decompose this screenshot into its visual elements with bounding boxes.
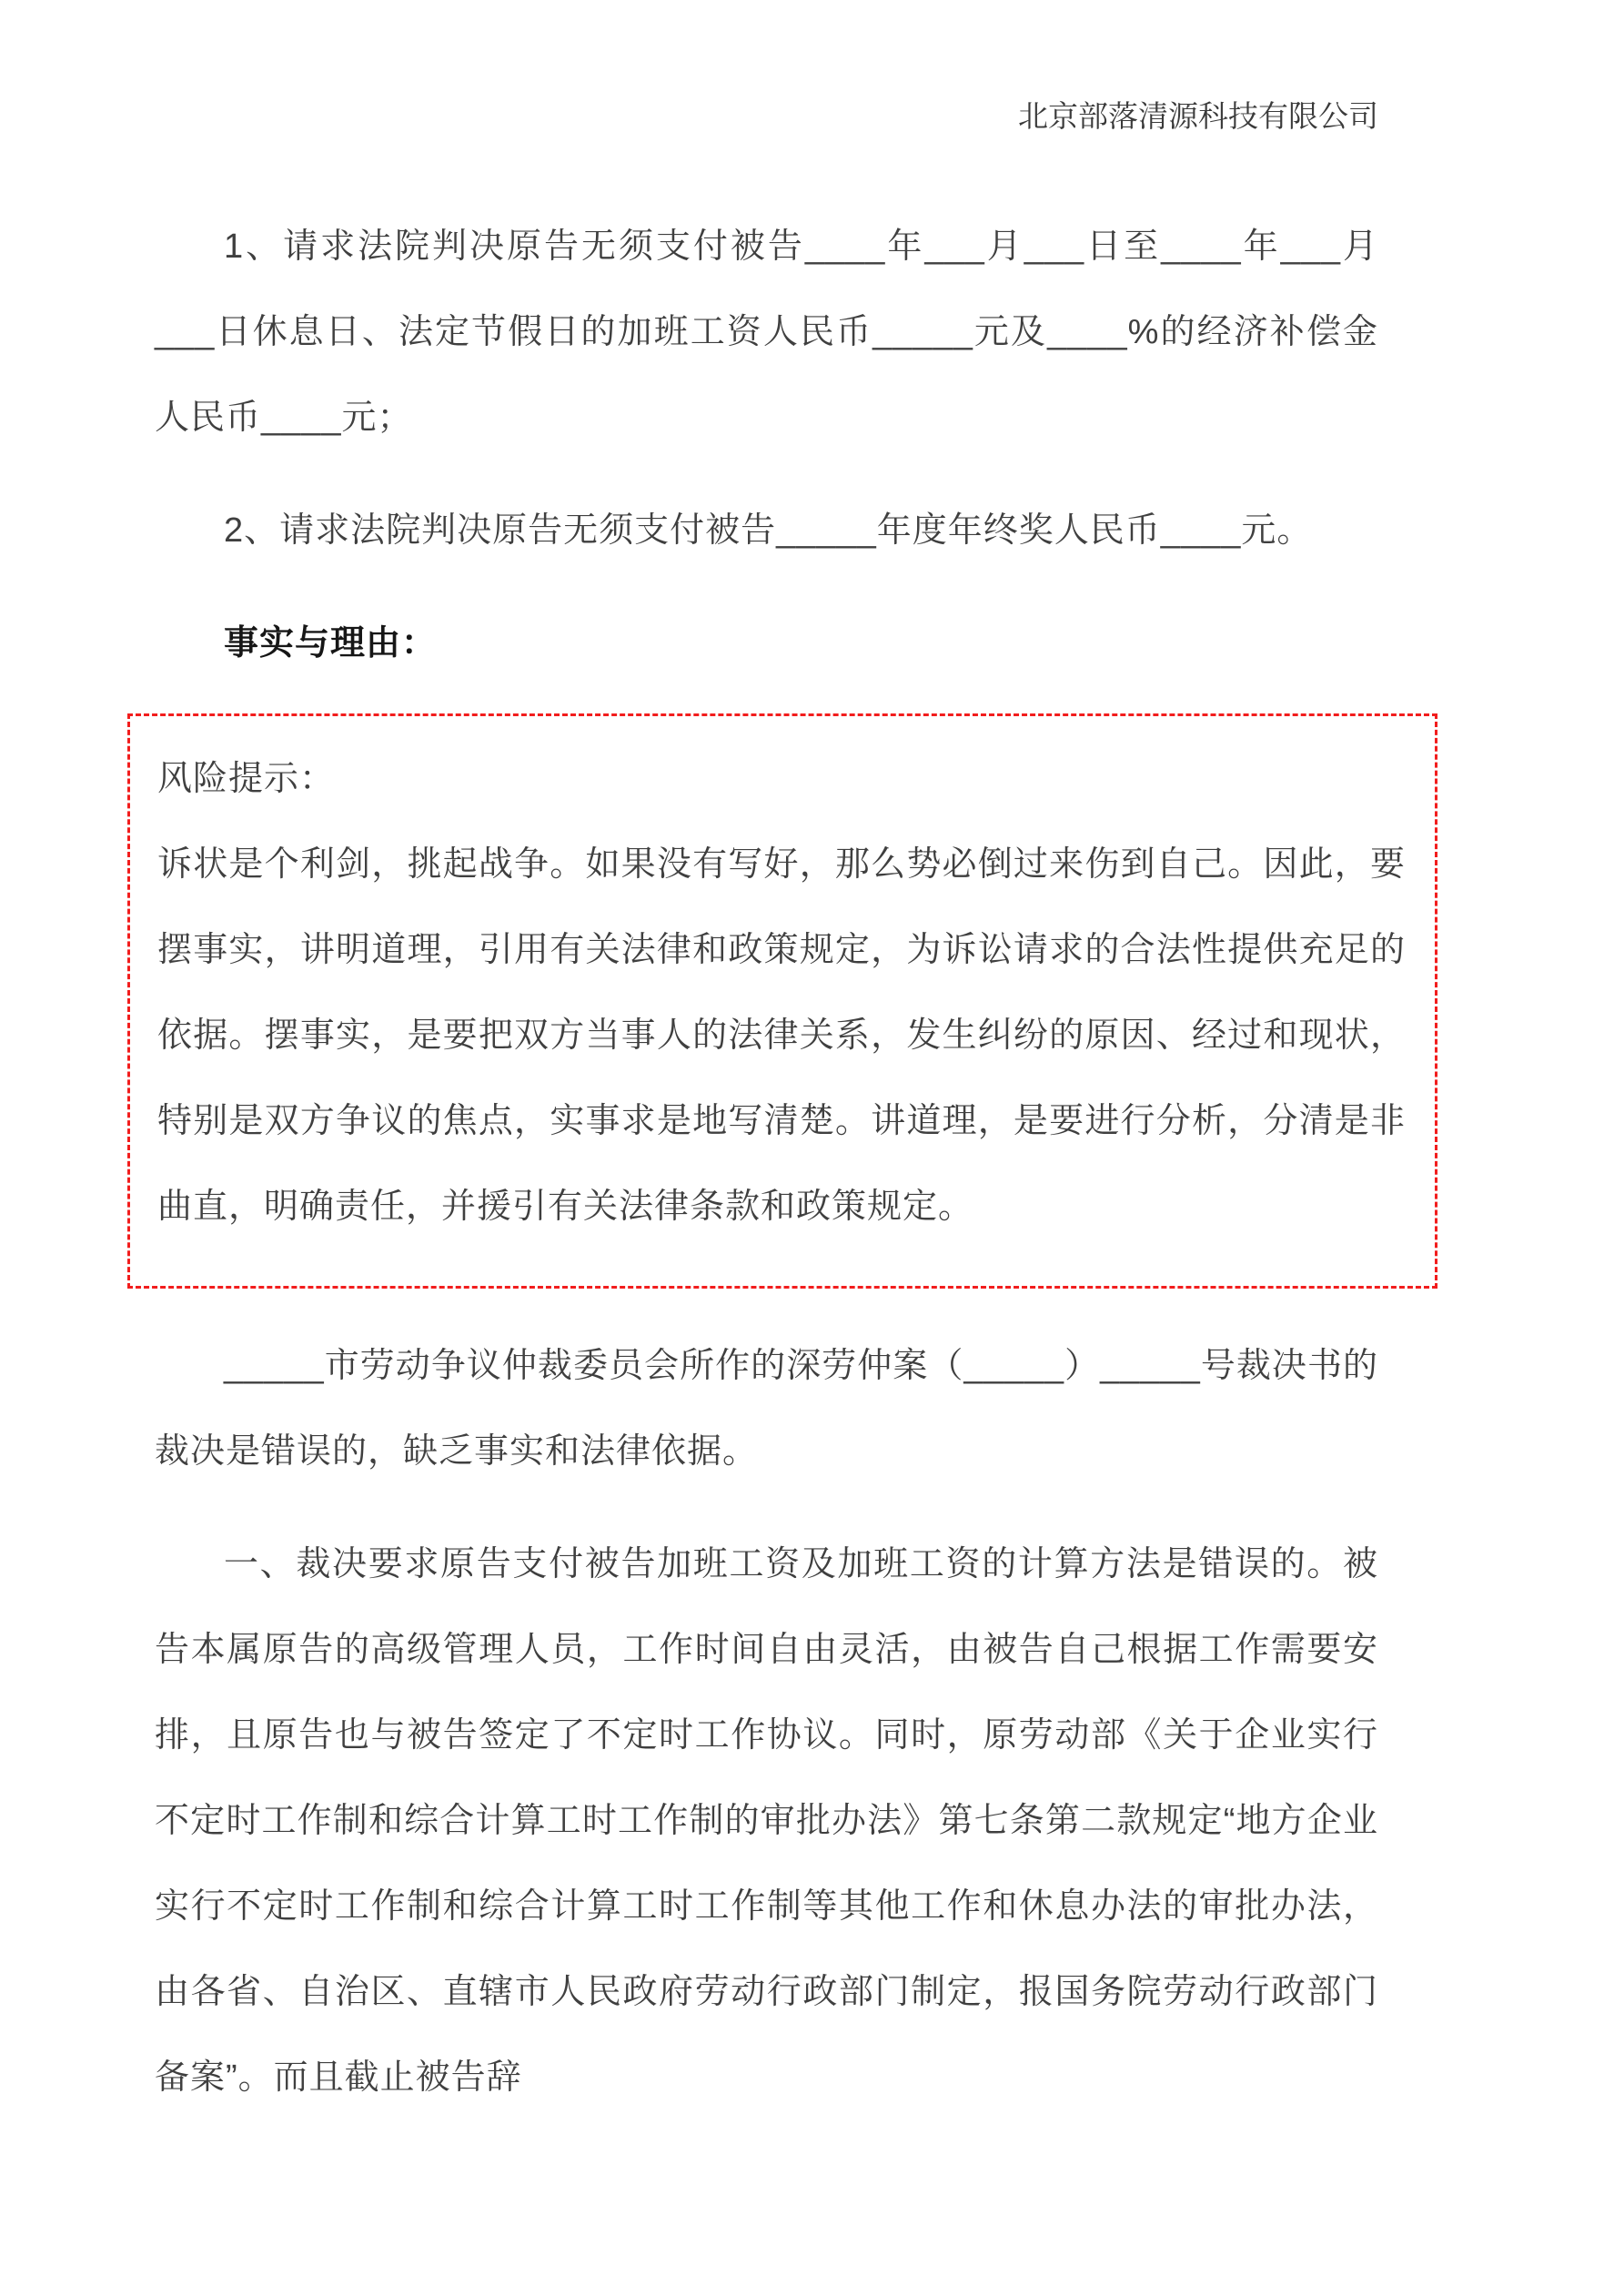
claim-paragraph-1: 1、请求法院判决原告无须支付被告____年___月___日至____年___月___日休息日、法定节假日的加班工资人民币_____元及____%的经济补偿金人民币____元；: [155, 228, 1378, 437]
risk-warning-box: [127, 713, 1437, 1289]
claim-paragraph-2: 2、请求法院判决原告无须支付被告_____年度年终奖人民币____元。: [224, 511, 1313, 550]
company-header: 北京部落清源科技有限公司: [1018, 99, 1378, 133]
facts-and-reasons-heading: 事实与理由：: [224, 624, 438, 663]
argument-paragraph: 一、裁决要求原告支付被告加班工资及加班工资的计算方法是错误的。被告本属原告的高级管理人员，工作时间自由灵活，由被告自己根据工作需要安排，且原告也与被告签定了不定时工作协议。同时，原劳动部《关于企业实行不定时工作制和综合计算工时工作制的审批办法》第七条第二款规定“地方企业实行不定时工作制和综合计算工时工作制等其他工作和休息办法的审批办法，由各省、自治区、直辖市人民政府劳动行政部门制定，报国务院劳动行政部门备案”。而且截止被告辞: [155, 1545, 1378, 2097]
risk-warning-title: 风险提示：: [157, 760, 336, 798]
risk-warning-body: 诉状是个利剑，挑起战争。如果没有写好，那么势必倒过来伤到自己。因此，要摆事实，讲明道理，引用有关法律和政策规定，为诉讼请求的合法性提供充足的依据。摆事实，是要把双方当事人的法律关系，发生纠纷的原因、经过和现状，特别是双方争议的焦点，实事求是地写清楚。讲道理，是要进行分析，分清是非曲直，明确责任，并援引有关法律条款和政策规定。: [157, 845, 1406, 1226]
ruling-error-paragraph: _____市劳动争议仲裁委员会所作的深劳仲案（_____）_____号裁决书的裁决是错误的，缺乏事实和法律依据。: [155, 1347, 1378, 1471]
